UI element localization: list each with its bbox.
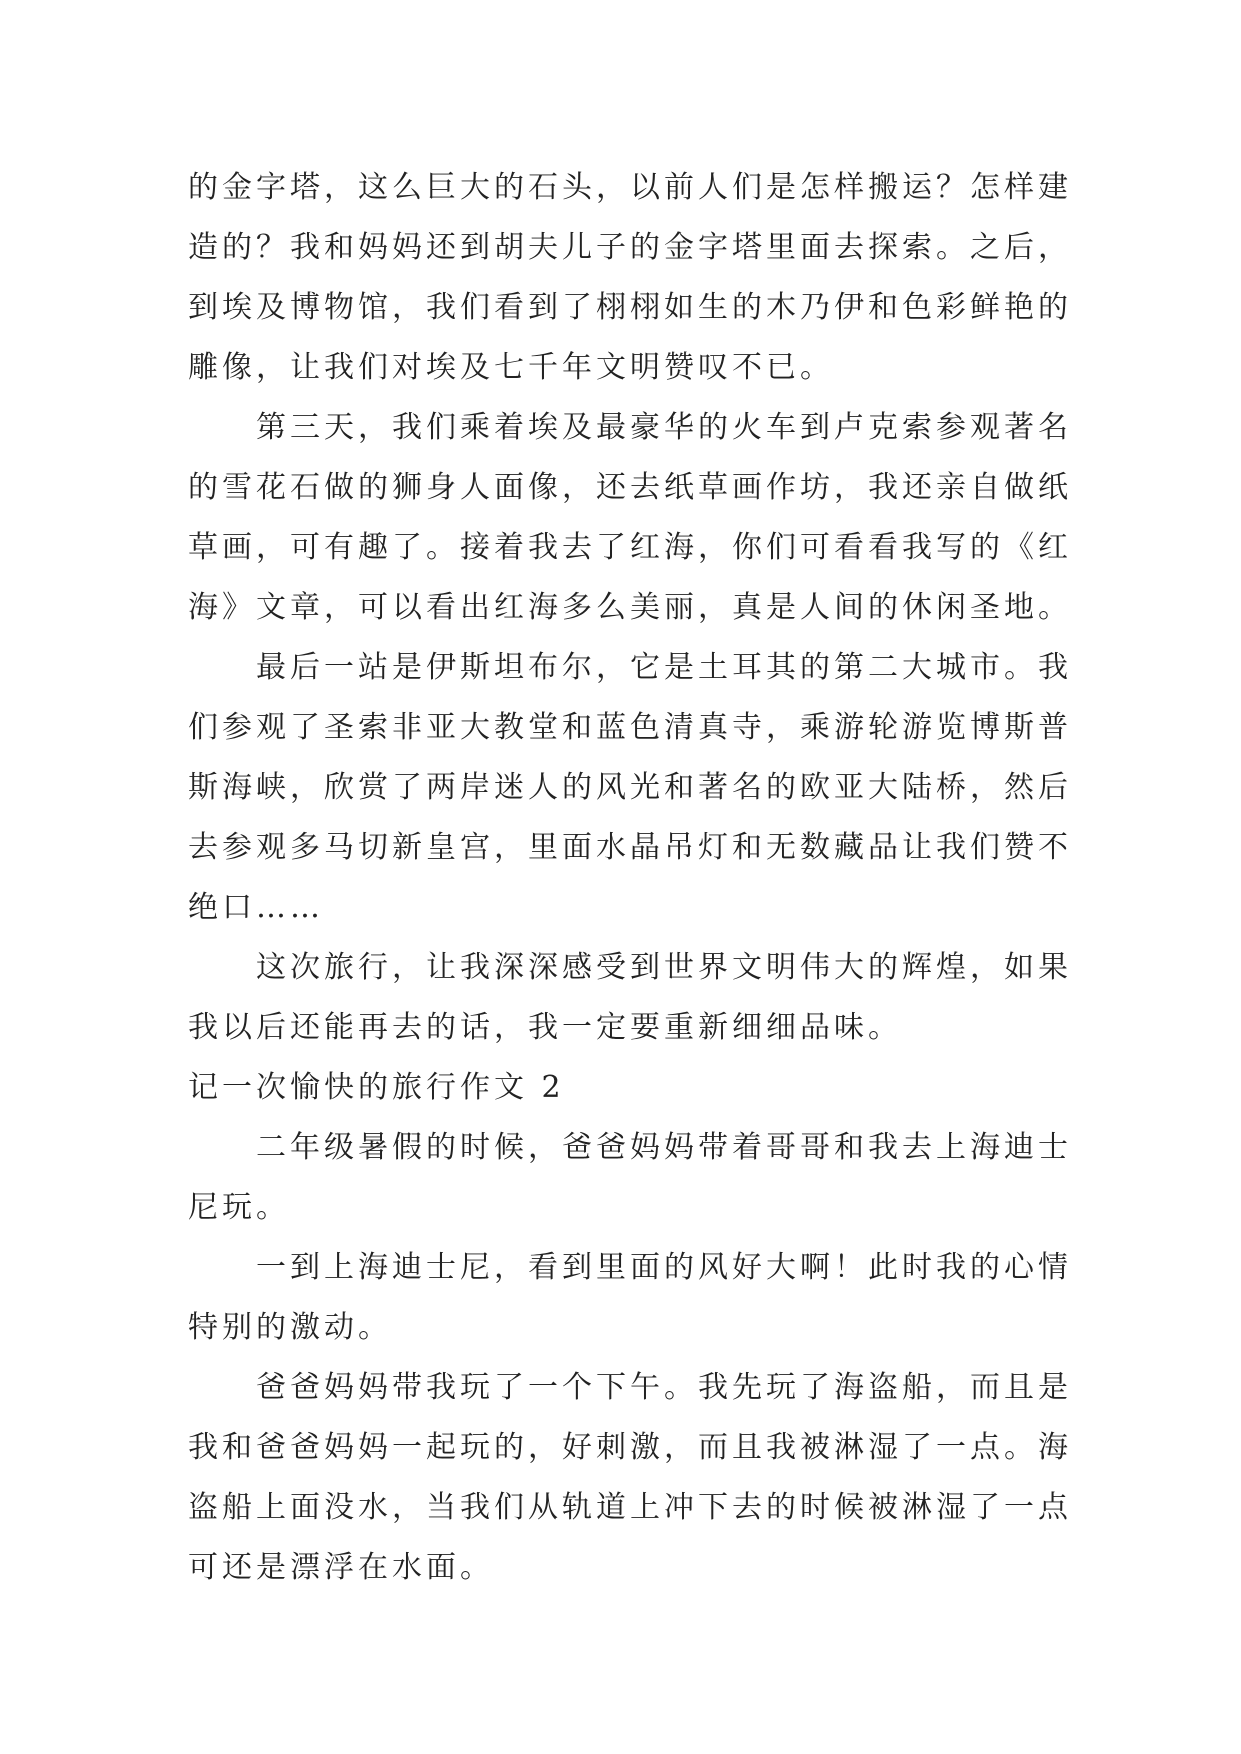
text-line: 二年级暑假的时候，爸爸妈妈带着哥哥和我去上海迪士 [256, 1130, 1072, 1165]
text-line: 尼玩。 [188, 1190, 290, 1225]
text-line: 的雪花石做的狮身人面像，还去纸草画作坊，我还亲自做纸 [188, 470, 1072, 505]
text-line: 绝口…… [188, 890, 324, 925]
text-line: 海》文章，可以看出红海多么美丽，真是人间的休闲圣地。 [188, 590, 1072, 625]
text-line: 这次旅行，让我深深感受到世界文明伟大的辉煌，如果 [256, 950, 1072, 985]
document-body [188, 158, 1072, 1598]
text-line: 我以后还能再去的话，我一定要重新细细品味。 [188, 1010, 902, 1045]
text-line: 斯海峡，欣赏了两岸迷人的风光和著名的欧亚大陆桥，然后 [188, 770, 1072, 805]
text-line: 特别的激动。 [188, 1310, 392, 1345]
text-line: 一到上海迪士尼，看到里面的风好大啊！此时我的心情 [256, 1250, 1072, 1285]
text-line: 第三天，我们乘着埃及最豪华的火车到卢克索参观著名 [256, 410, 1072, 445]
text-line: 们参观了圣索非亚大教堂和蓝色清真寺，乘游轮游览博斯普 [188, 710, 1072, 745]
text-line: 爸爸妈妈带我玩了一个下午。我先玩了海盗船，而且是 [256, 1370, 1072, 1405]
text-line: 雕像，让我们对埃及七千年文明赞叹不已。 [188, 350, 834, 385]
text-line: 的金字塔，这么巨大的石头，以前人们是怎样搬运？怎样建 [188, 170, 1072, 205]
text-line: 去参观多马切新皇宫，里面水晶吊灯和无数藏品让我们赞不 [188, 830, 1072, 865]
text-line: 盗船上面没水，当我们从轨道上冲下去的时候被淋湿了一点 [188, 1490, 1072, 1525]
text-line: 到埃及博物馆，我们看到了栩栩如生的木乃伊和色彩鲜艳的 [188, 290, 1072, 325]
text-line: 我和爸爸妈妈一起玩的，好刺激，而且我被淋湿了一点。海 [188, 1430, 1072, 1465]
text-line: 可还是漂浮在水面。 [188, 1550, 494, 1585]
text-line: 造的？我和妈妈还到胡夫儿子的金字塔里面去探索。之后， [188, 230, 1072, 265]
text-line: 草画，可有趣了。接着我去了红海，你们可看看我写的《红 [188, 530, 1072, 565]
text-line: 最后一站是伊斯坦布尔，它是土耳其的第二大城市。我 [256, 650, 1072, 685]
section-heading: 记一次愉快的旅行作文 2 [188, 1070, 565, 1105]
